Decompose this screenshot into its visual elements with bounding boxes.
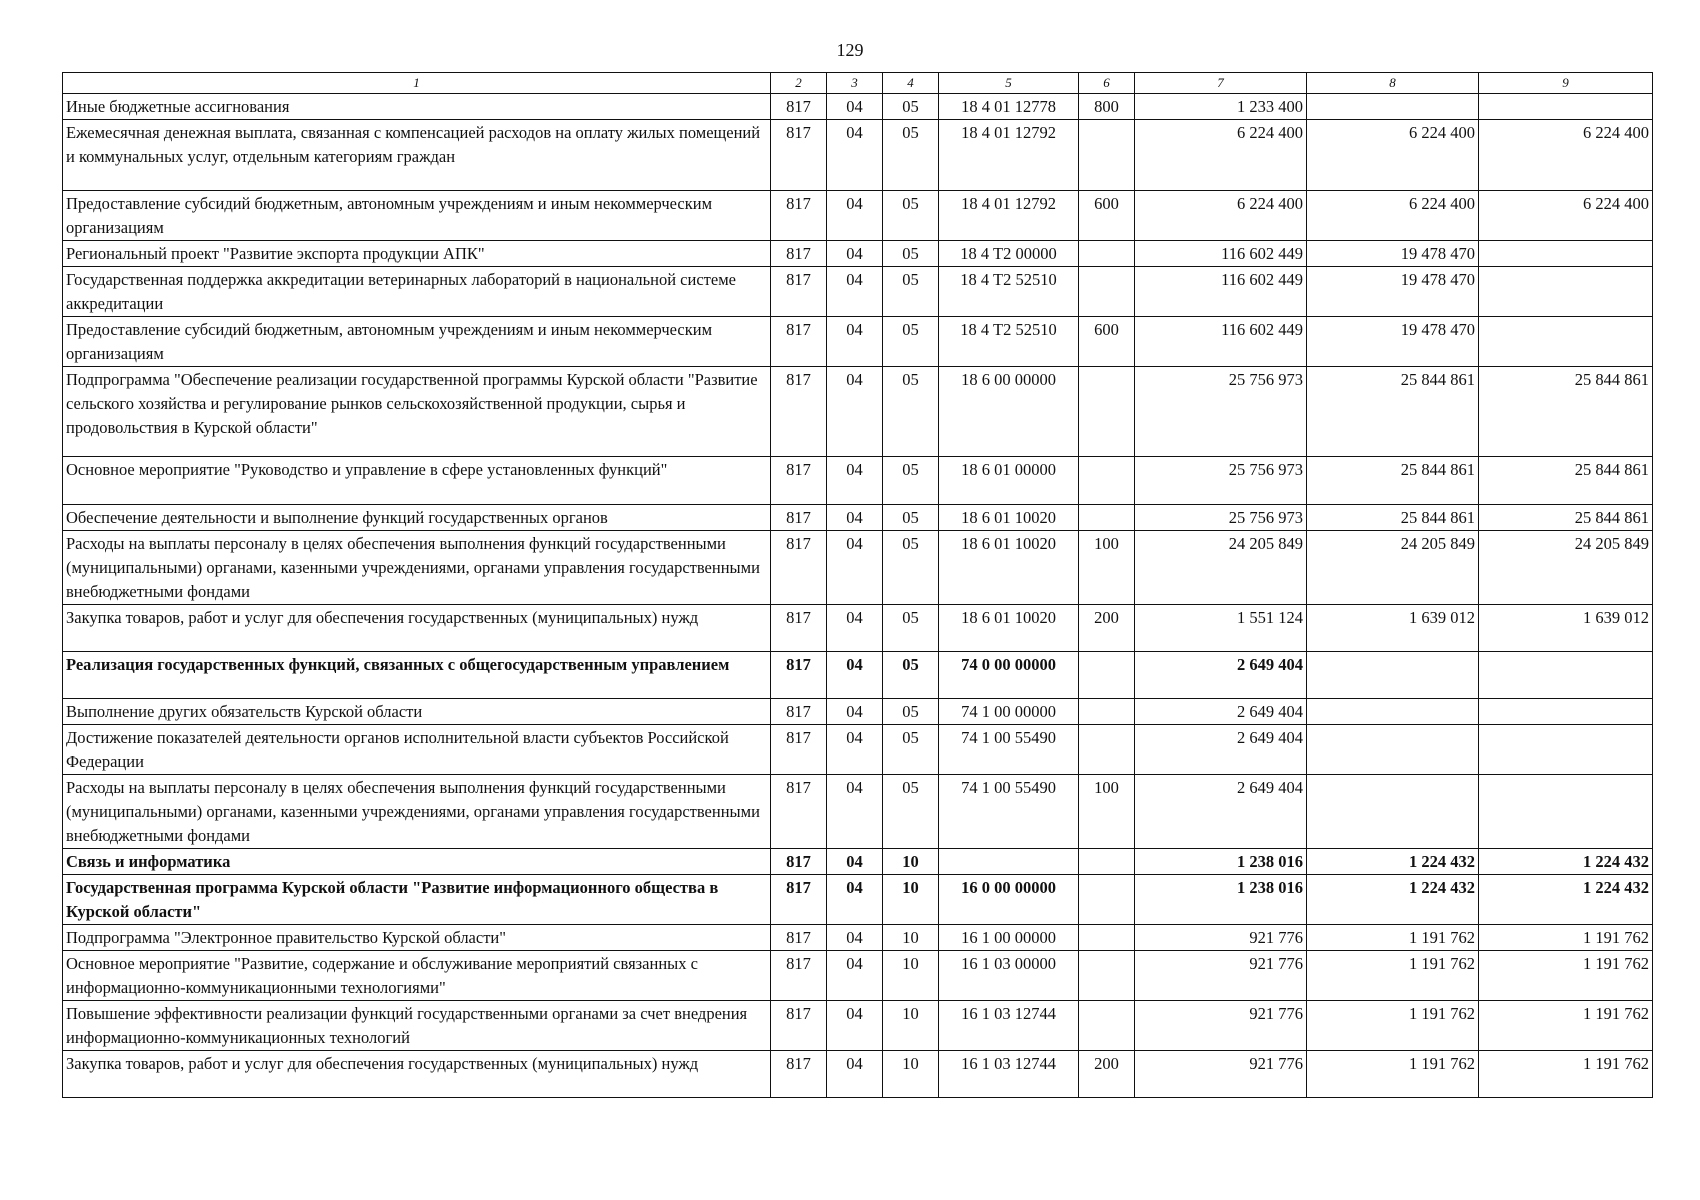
amount-col9-cell: 25 844 861 <box>1479 457 1653 505</box>
table-row <box>63 317 1653 367</box>
amount-col9-cell: 25 844 861 <box>1479 367 1653 457</box>
table-row <box>63 951 1653 1001</box>
row-name-cell: Расходы на выплаты персоналу в целях обеспечения выполнения функций государственными (муниципальными) органами, казенными учреждениями, органами управления государственными внебюджетными фондами <box>63 775 771 849</box>
amount-col8-cell: 19 478 470 <box>1307 267 1479 317</box>
table-row <box>63 875 1653 925</box>
column-header-4: 4 <box>883 73 939 94</box>
section-code-cell: 04 <box>827 94 883 120</box>
row-name-cell: Предоставление субсидий бюджетным, автономным учреждениям и иным некоммерческим организациям <box>63 317 771 367</box>
table-row <box>63 191 1653 241</box>
page-number: 129 <box>836 40 864 60</box>
amount-col9-cell <box>1479 775 1653 849</box>
target-article-cell: 18 4 01 12792 <box>939 191 1079 241</box>
row-name-cell: Повышение эффективности реализации функций государственными органами за счет внедрения информационно-коммуникационных технологий <box>63 1001 771 1051</box>
row-name-cell: Закупка товаров, работ и услуг для обеспечения государственных (муниципальных) нужд <box>63 1051 771 1098</box>
section-code-cell: 04 <box>827 505 883 531</box>
amount-col8-cell: 1 191 762 <box>1307 1051 1479 1098</box>
column-header-3: 3 <box>827 73 883 94</box>
expense-type-cell <box>1079 849 1135 875</box>
expense-type-cell <box>1079 505 1135 531</box>
section-code-cell: 04 <box>827 875 883 925</box>
amount-col8-cell: 24 205 849 <box>1307 531 1479 605</box>
section-code-cell: 04 <box>827 1001 883 1051</box>
subsection-code-cell: 05 <box>883 457 939 505</box>
amount-col9-cell <box>1479 94 1653 120</box>
amount-col9-cell: 1 191 762 <box>1479 1051 1653 1098</box>
ministry-code-cell: 817 <box>771 505 827 531</box>
table-header-row <box>63 73 1653 94</box>
target-article-cell: 18 4 T2 52510 <box>939 317 1079 367</box>
amount-col9-cell: 6 224 400 <box>1479 120 1653 191</box>
target-article-cell: 18 4 T2 00000 <box>939 241 1079 267</box>
amount-col9-cell: 25 844 861 <box>1479 505 1653 531</box>
amount-col8-cell: 1 224 432 <box>1307 849 1479 875</box>
section-code-cell: 04 <box>827 317 883 367</box>
amount-col7-cell: 2 649 404 <box>1135 652 1307 699</box>
amount-col8-cell: 25 844 861 <box>1307 367 1479 457</box>
amount-col9-cell <box>1479 699 1653 725</box>
target-article-cell: 18 6 01 10020 <box>939 531 1079 605</box>
column-header-6: 6 <box>1079 73 1135 94</box>
ministry-code-cell: 817 <box>771 605 827 652</box>
row-name-cell: Выполнение других обязательств Курской области <box>63 699 771 725</box>
expense-type-cell <box>1079 875 1135 925</box>
table-row <box>63 1051 1653 1098</box>
amount-col8-cell: 25 844 861 <box>1307 505 1479 531</box>
column-header-5: 5 <box>939 73 1079 94</box>
ministry-code-cell: 817 <box>771 699 827 725</box>
section-code-cell: 04 <box>827 775 883 849</box>
target-article-cell: 16 1 03 12744 <box>939 1001 1079 1051</box>
subsection-code-cell: 05 <box>883 605 939 652</box>
table-row <box>63 849 1653 875</box>
column-header-8: 8 <box>1307 73 1479 94</box>
amount-col9-cell: 1 191 762 <box>1479 1001 1653 1051</box>
section-code-cell: 04 <box>827 457 883 505</box>
ministry-code-cell: 817 <box>771 652 827 699</box>
amount-col7-cell: 116 602 449 <box>1135 267 1307 317</box>
amount-col8-cell: 19 478 470 <box>1307 317 1479 367</box>
target-article-cell: 18 4 01 12778 <box>939 94 1079 120</box>
row-name-cell: Реализация государственных функций, связанных с общегосударственным управлением <box>63 652 771 699</box>
ministry-code-cell: 817 <box>771 317 827 367</box>
amount-col7-cell: 25 756 973 <box>1135 457 1307 505</box>
section-code-cell: 04 <box>827 699 883 725</box>
expense-type-cell <box>1079 652 1135 699</box>
expense-type-cell: 100 <box>1079 775 1135 849</box>
section-code-cell: 04 <box>827 849 883 875</box>
section-code-cell: 04 <box>827 241 883 267</box>
column-header-2: 2 <box>771 73 827 94</box>
column-header-7: 7 <box>1135 73 1307 94</box>
amount-col9-cell: 6 224 400 <box>1479 191 1653 241</box>
amount-col7-cell: 2 649 404 <box>1135 775 1307 849</box>
expense-type-cell <box>1079 699 1135 725</box>
amount-col7-cell: 921 776 <box>1135 1051 1307 1098</box>
amount-col9-cell: 1 639 012 <box>1479 605 1653 652</box>
row-name-cell: Ежемесячная денежная выплата, связанная с компенсацией расходов на оплату жилых помещений и коммунальных услуг, отдельным категориям граждан <box>63 120 771 191</box>
subsection-code-cell: 05 <box>883 775 939 849</box>
subsection-code-cell: 10 <box>883 875 939 925</box>
expense-type-cell <box>1079 241 1135 267</box>
row-name-cell: Государственная поддержка аккредитации ветеринарных лабораторий в национальной системе аккредитации <box>63 267 771 317</box>
table-row <box>63 505 1653 531</box>
target-article-cell <box>939 849 1079 875</box>
subsection-code-cell: 05 <box>883 725 939 775</box>
section-code-cell: 04 <box>827 191 883 241</box>
subsection-code-cell: 05 <box>883 652 939 699</box>
subsection-code-cell: 05 <box>883 94 939 120</box>
row-name-cell: Расходы на выплаты персоналу в целях обеспечения выполнения функций государственными (муниципальными) органами, казенными учреждениями, органами управления государственными внебюджетными фондами <box>63 531 771 605</box>
amount-col8-cell: 1 191 762 <box>1307 1001 1479 1051</box>
table-row <box>63 241 1653 267</box>
table-row <box>63 925 1653 951</box>
expense-type-cell: 200 <box>1079 1051 1135 1098</box>
ministry-code-cell: 817 <box>771 725 827 775</box>
amount-col7-cell: 25 756 973 <box>1135 367 1307 457</box>
amount-col7-cell: 1 551 124 <box>1135 605 1307 652</box>
amount-col7-cell: 1 233 400 <box>1135 94 1307 120</box>
section-code-cell: 04 <box>827 652 883 699</box>
subsection-code-cell: 05 <box>883 317 939 367</box>
column-header-1: 1 <box>63 73 771 94</box>
expense-type-cell <box>1079 951 1135 1001</box>
target-article-cell: 18 6 01 10020 <box>939 505 1079 531</box>
subsection-code-cell: 05 <box>883 241 939 267</box>
amount-col8-cell: 1 191 762 <box>1307 951 1479 1001</box>
ministry-code-cell: 817 <box>771 875 827 925</box>
section-code-cell: 04 <box>827 367 883 457</box>
table-row <box>63 652 1653 699</box>
ministry-code-cell: 817 <box>771 457 827 505</box>
row-name-cell: Достижение показателей деятельности органов исполнительной власти субъектов Российской Федерации <box>63 725 771 775</box>
amount-col7-cell: 24 205 849 <box>1135 531 1307 605</box>
row-name-cell: Основное мероприятие "Развитие, содержание и обслуживание мероприятий связанных с информационно-коммуникационными технологиями" <box>63 951 771 1001</box>
subsection-code-cell: 05 <box>883 120 939 191</box>
target-article-cell: 18 6 01 00000 <box>939 457 1079 505</box>
row-name-cell: Закупка товаров, работ и услуг для обеспечения государственных (муниципальных) нужд <box>63 605 771 652</box>
amount-col7-cell: 921 776 <box>1135 951 1307 1001</box>
subsection-code-cell: 10 <box>883 1001 939 1051</box>
table-row <box>63 775 1653 849</box>
amount-col9-cell <box>1479 725 1653 775</box>
row-name-cell: Иные бюджетные ассигнования <box>63 94 771 120</box>
target-article-cell: 16 1 03 12744 <box>939 1051 1079 1098</box>
expense-type-cell <box>1079 267 1135 317</box>
amount-col7-cell: 116 602 449 <box>1135 317 1307 367</box>
amount-col7-cell: 2 649 404 <box>1135 725 1307 775</box>
section-code-cell: 04 <box>827 120 883 191</box>
row-name-cell: Предоставление субсидий бюджетным, автономным учреждениям и иным некоммерческим организациям <box>63 191 771 241</box>
section-code-cell: 04 <box>827 605 883 652</box>
target-article-cell: 74 1 00 00000 <box>939 699 1079 725</box>
amount-col8-cell: 25 844 861 <box>1307 457 1479 505</box>
target-article-cell: 16 1 00 00000 <box>939 925 1079 951</box>
amount-col9-cell: 1 224 432 <box>1479 875 1653 925</box>
amount-col7-cell: 116 602 449 <box>1135 241 1307 267</box>
amount-col8-cell: 1 224 432 <box>1307 875 1479 925</box>
ministry-code-cell: 817 <box>771 120 827 191</box>
row-name-cell: Подпрограмма "Обеспечение реализации государственной программы Курской области "Развитие сельского хозяйства и регулирование рынков сельскохозяйственной продукции, сырья и продовольствия в Курской области" <box>63 367 771 457</box>
subsection-code-cell: 10 <box>883 925 939 951</box>
table-body <box>63 94 1653 1098</box>
amount-col8-cell: 6 224 400 <box>1307 191 1479 241</box>
ministry-code-cell: 817 <box>771 267 827 317</box>
ministry-code-cell: 817 <box>771 1051 827 1098</box>
row-name-cell: Связь и информатика <box>63 849 771 875</box>
table-row <box>63 1001 1653 1051</box>
amount-col8-cell: 19 478 470 <box>1307 241 1479 267</box>
amount-col8-cell: 1 191 762 <box>1307 925 1479 951</box>
amount-col8-cell <box>1307 94 1479 120</box>
column-header-9: 9 <box>1479 73 1653 94</box>
expense-type-cell <box>1079 457 1135 505</box>
table-row <box>63 267 1653 317</box>
expense-type-cell: 600 <box>1079 317 1135 367</box>
table-row <box>63 725 1653 775</box>
expense-type-cell: 100 <box>1079 531 1135 605</box>
amount-col8-cell: 6 224 400 <box>1307 120 1479 191</box>
amount-col9-cell: 1 191 762 <box>1479 925 1653 951</box>
amount-col7-cell: 1 238 016 <box>1135 875 1307 925</box>
table-row <box>63 605 1653 652</box>
row-name-cell: Обеспечение деятельности и выполнение функций государственных органов <box>63 505 771 531</box>
subsection-code-cell: 10 <box>883 1051 939 1098</box>
amount-col7-cell: 6 224 400 <box>1135 191 1307 241</box>
expense-type-cell: 200 <box>1079 605 1135 652</box>
amount-col8-cell <box>1307 775 1479 849</box>
amount-col8-cell <box>1307 699 1479 725</box>
row-name-cell: Региональный проект "Развитие экспорта продукции АПК" <box>63 241 771 267</box>
ministry-code-cell: 817 <box>771 775 827 849</box>
subsection-code-cell: 10 <box>883 951 939 1001</box>
subsection-code-cell: 05 <box>883 699 939 725</box>
amount-col7-cell: 921 776 <box>1135 1001 1307 1051</box>
section-code-cell: 04 <box>827 531 883 605</box>
budget-table <box>62 72 1653 1098</box>
section-code-cell: 04 <box>827 267 883 317</box>
table-row <box>63 457 1653 505</box>
amount-col7-cell: 25 756 973 <box>1135 505 1307 531</box>
expense-type-cell: 800 <box>1079 94 1135 120</box>
target-article-cell: 18 6 01 10020 <box>939 605 1079 652</box>
expense-type-cell <box>1079 120 1135 191</box>
ministry-code-cell: 817 <box>771 951 827 1001</box>
amount-col8-cell <box>1307 725 1479 775</box>
section-code-cell: 04 <box>827 1051 883 1098</box>
amount-col9-cell <box>1479 267 1653 317</box>
amount-col9-cell <box>1479 241 1653 267</box>
amount-col7-cell: 2 649 404 <box>1135 699 1307 725</box>
expense-type-cell: 600 <box>1079 191 1135 241</box>
target-article-cell: 74 1 00 55490 <box>939 725 1079 775</box>
amount-col9-cell: 1 224 432 <box>1479 849 1653 875</box>
ministry-code-cell: 817 <box>771 191 827 241</box>
expense-type-cell <box>1079 725 1135 775</box>
amount-col7-cell: 1 238 016 <box>1135 849 1307 875</box>
section-code-cell: 04 <box>827 951 883 1001</box>
target-article-cell: 18 4 01 12792 <box>939 120 1079 191</box>
amount-col8-cell <box>1307 652 1479 699</box>
expense-type-cell <box>1079 1001 1135 1051</box>
table-row <box>63 531 1653 605</box>
table-row <box>63 120 1653 191</box>
amount-col7-cell: 921 776 <box>1135 925 1307 951</box>
amount-col9-cell: 24 205 849 <box>1479 531 1653 605</box>
subsection-code-cell: 05 <box>883 267 939 317</box>
amount-col9-cell <box>1479 317 1653 367</box>
table-row <box>63 367 1653 457</box>
ministry-code-cell: 817 <box>771 241 827 267</box>
amount-col9-cell: 1 191 762 <box>1479 951 1653 1001</box>
table-row <box>63 699 1653 725</box>
section-code-cell: 04 <box>827 725 883 775</box>
target-article-cell: 16 0 00 00000 <box>939 875 1079 925</box>
target-article-cell: 16 1 03 00000 <box>939 951 1079 1001</box>
section-code-cell: 04 <box>827 925 883 951</box>
row-name-cell: Государственная программа Курской области "Развитие информационного общества в Курской области" <box>63 875 771 925</box>
row-name-cell: Основное мероприятие "Руководство и управление в сфере установленных функций" <box>63 457 771 505</box>
ministry-code-cell: 817 <box>771 94 827 120</box>
expense-type-cell <box>1079 925 1135 951</box>
ministry-code-cell: 817 <box>771 1001 827 1051</box>
target-article-cell: 74 0 00 00000 <box>939 652 1079 699</box>
table-row <box>63 94 1653 120</box>
subsection-code-cell: 05 <box>883 367 939 457</box>
subsection-code-cell: 05 <box>883 505 939 531</box>
ministry-code-cell: 817 <box>771 925 827 951</box>
row-name-cell: Подпрограмма "Электронное правительство Курской области" <box>63 925 771 951</box>
ministry-code-cell: 817 <box>771 849 827 875</box>
subsection-code-cell: 10 <box>883 849 939 875</box>
amount-col8-cell: 1 639 012 <box>1307 605 1479 652</box>
expense-type-cell <box>1079 367 1135 457</box>
subsection-code-cell: 05 <box>883 531 939 605</box>
target-article-cell: 18 4 T2 52510 <box>939 267 1079 317</box>
ministry-code-cell: 817 <box>771 367 827 457</box>
ministry-code-cell: 817 <box>771 531 827 605</box>
amount-col9-cell <box>1479 652 1653 699</box>
target-article-cell: 74 1 00 55490 <box>939 775 1079 849</box>
subsection-code-cell: 05 <box>883 191 939 241</box>
amount-col7-cell: 6 224 400 <box>1135 120 1307 191</box>
target-article-cell: 18 6 00 00000 <box>939 367 1079 457</box>
